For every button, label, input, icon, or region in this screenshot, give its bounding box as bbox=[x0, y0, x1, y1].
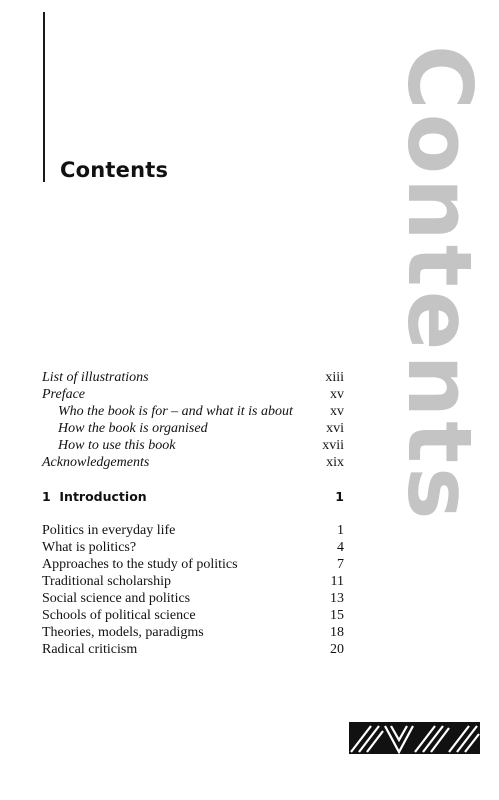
section-label: Traditional scholarship bbox=[42, 574, 171, 589]
side-heading bbox=[388, 45, 491, 575]
chapter-label: 1 Introduction bbox=[42, 489, 147, 504]
section-label: Radical criticism bbox=[42, 642, 138, 657]
toc-entry-label: How the book is organised bbox=[58, 421, 208, 436]
spacer bbox=[42, 505, 344, 522]
section-page: 4 bbox=[337, 540, 344, 555]
toc-section[interactable] bbox=[42, 573, 344, 590]
section-label: Schools of political science bbox=[42, 608, 196, 623]
section-label: Social science and politics bbox=[42, 591, 191, 606]
toc-entry-label: Preface bbox=[42, 387, 86, 402]
section-page: 20 bbox=[330, 642, 344, 657]
publisher-logo-icon bbox=[349, 722, 480, 754]
section-label: Approaches to the study of politics bbox=[42, 557, 238, 572]
toc-section[interactable] bbox=[42, 556, 344, 573]
section-page: 15 bbox=[330, 608, 344, 623]
toc-entry-label: List of illustrations bbox=[42, 370, 149, 385]
page-title: Contents bbox=[60, 158, 169, 182]
toc-entry-page: xvii bbox=[322, 438, 344, 453]
toc-section[interactable] bbox=[42, 607, 344, 624]
toc-entry-page: xiii bbox=[325, 370, 344, 385]
toc-entry-label: Who the book is for – and what it is about bbox=[58, 404, 293, 419]
section-label: Theories, models, paradigms bbox=[42, 625, 204, 640]
toc-entry-how-organised[interactable] bbox=[42, 420, 344, 437]
chapter-page: 1 bbox=[335, 489, 344, 504]
toc-entry-page: xix bbox=[326, 455, 344, 470]
toc-section[interactable] bbox=[42, 522, 344, 539]
toc-entry-illustrations[interactable] bbox=[42, 369, 344, 386]
toc-entry-how-to-use[interactable] bbox=[42, 437, 344, 454]
section-label: What is politics? bbox=[42, 540, 137, 555]
toc-entry-preface[interactable] bbox=[42, 386, 344, 403]
toc-entry-label: Acknowledgements bbox=[42, 455, 150, 470]
toc-entry-acknowledgements[interactable] bbox=[42, 454, 344, 471]
table-of-contents bbox=[42, 369, 344, 658]
section-label: Politics in everyday life bbox=[42, 523, 176, 538]
toc-entry-page: xv bbox=[330, 387, 344, 402]
toc-entry-page: xvi bbox=[326, 421, 344, 436]
toc-chapter-introduction[interactable] bbox=[42, 488, 344, 505]
section-page: 13 bbox=[330, 591, 344, 606]
logo-pattern bbox=[349, 722, 480, 754]
toc-entry-page: xv bbox=[330, 404, 344, 419]
section-page: 7 bbox=[337, 557, 344, 572]
margin-rule bbox=[43, 12, 45, 182]
toc-section[interactable] bbox=[42, 590, 344, 607]
toc-section[interactable] bbox=[42, 624, 344, 641]
side-heading-text: Contents bbox=[388, 45, 491, 524]
toc-section[interactable] bbox=[42, 641, 344, 658]
toc-section[interactable] bbox=[42, 539, 344, 556]
toc-entry-who-the-book-is-for[interactable] bbox=[42, 403, 344, 420]
section-page: 1 bbox=[337, 523, 344, 538]
toc-entry-label: How to use this book bbox=[58, 438, 176, 453]
section-page: 18 bbox=[330, 625, 344, 640]
section-page: 11 bbox=[330, 574, 344, 589]
